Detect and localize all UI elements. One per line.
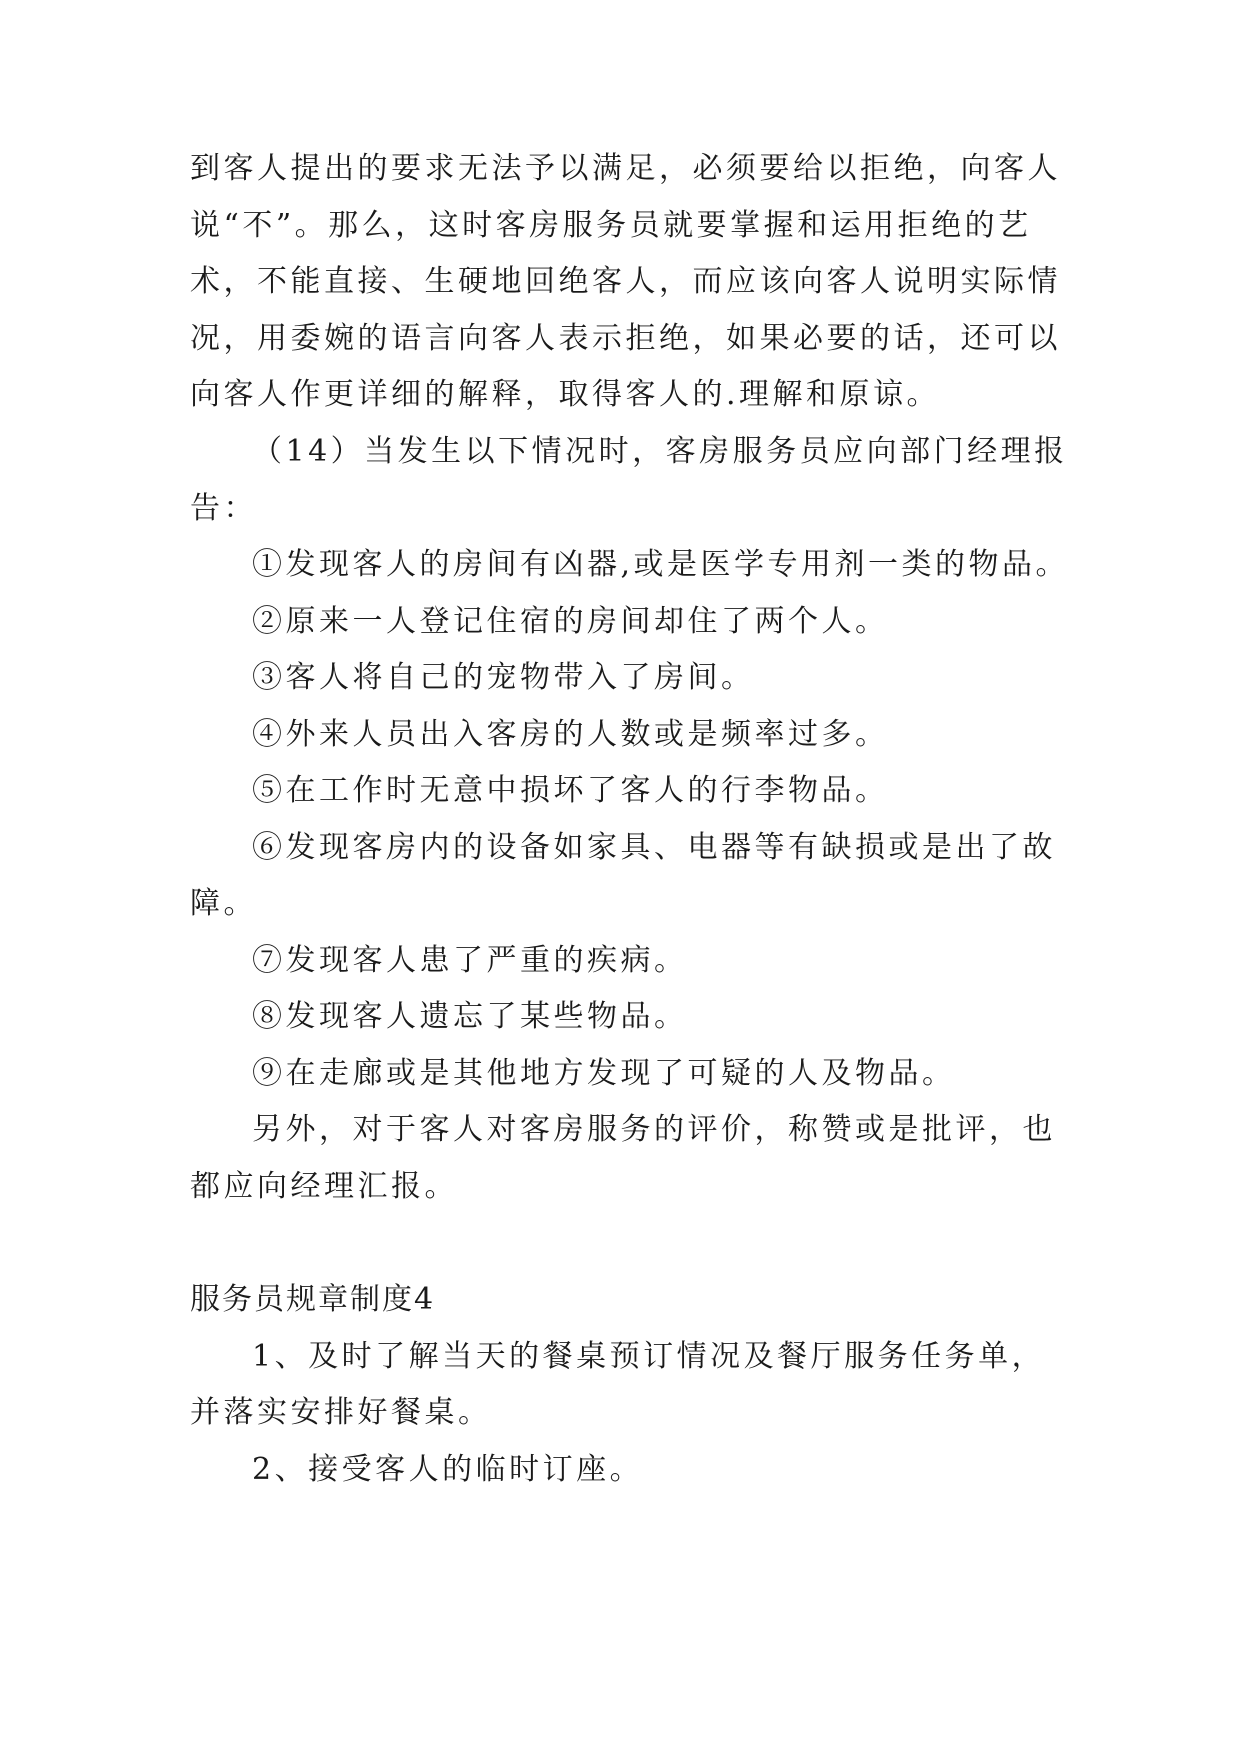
paragraph-line: 2、接受客人的临时订座。 (252, 1452, 644, 1487)
list-item: ⑦发现客人患了严重的疾病。 (252, 943, 688, 978)
paragraph-line: 都应向经理汇报。 (190, 1169, 458, 1204)
paragraph-line: 1、及时了解当天的餐桌预订情况及餐厅服务任务单， (252, 1339, 1046, 1374)
list-item: ①发现客人的房间有凶器,或是医学专用剂一类的物品。 (252, 547, 1070, 582)
paragraph-line: 到客人提出的要求无法予以满足，必须要给以拒绝，向客人 (190, 151, 1061, 186)
paragraph-line: （14）当发生以下情况时，客房服务员应向部门经理报 (252, 434, 1068, 469)
paragraph-line: 说“不”。那么，这时客房服务员就要掌握和运用拒绝的艺 (190, 208, 1032, 243)
list-item-continuation: 障。 (190, 886, 257, 921)
paragraph-line: 向客人作更详细的解释，取得客人的.理解和原谅。 (190, 377, 941, 412)
paragraph-line: 另外，对于客人对客房服务的评价，称赞或是批评，也 (252, 1112, 1056, 1147)
list-item: ⑥发现客房内的设备如家具、电器等有缺损或是出了故 (252, 830, 1056, 865)
paragraph-line: 并落实安排好餐桌。 (190, 1395, 492, 1430)
list-item: ④外来人员出入客房的人数或是频率过多。 (252, 717, 889, 752)
paragraph-line: 术，不能直接、生硬地回绝客人，而应该向客人说明实际情 (190, 264, 1061, 299)
list-item: ⑨在走廊或是其他地方发现了可疑的人及物品。 (252, 1056, 956, 1091)
list-item: ②原来一人登记住宿的房间却住了两个人。 (252, 604, 889, 639)
list-item: ⑧发现客人遗忘了某些物品。 (252, 999, 688, 1034)
paragraph-line: 况，用委婉的语言向客人表示拒绝，如果必要的话，还可以 (190, 321, 1061, 356)
list-item: ③客人将自己的宠物带入了房间。 (252, 660, 755, 695)
section-title: 服务员规章制度4 (190, 1282, 436, 1317)
paragraph-line: 告： (190, 491, 257, 526)
list-item: ⑤在工作时无意中损坏了客人的行李物品。 (252, 773, 889, 808)
